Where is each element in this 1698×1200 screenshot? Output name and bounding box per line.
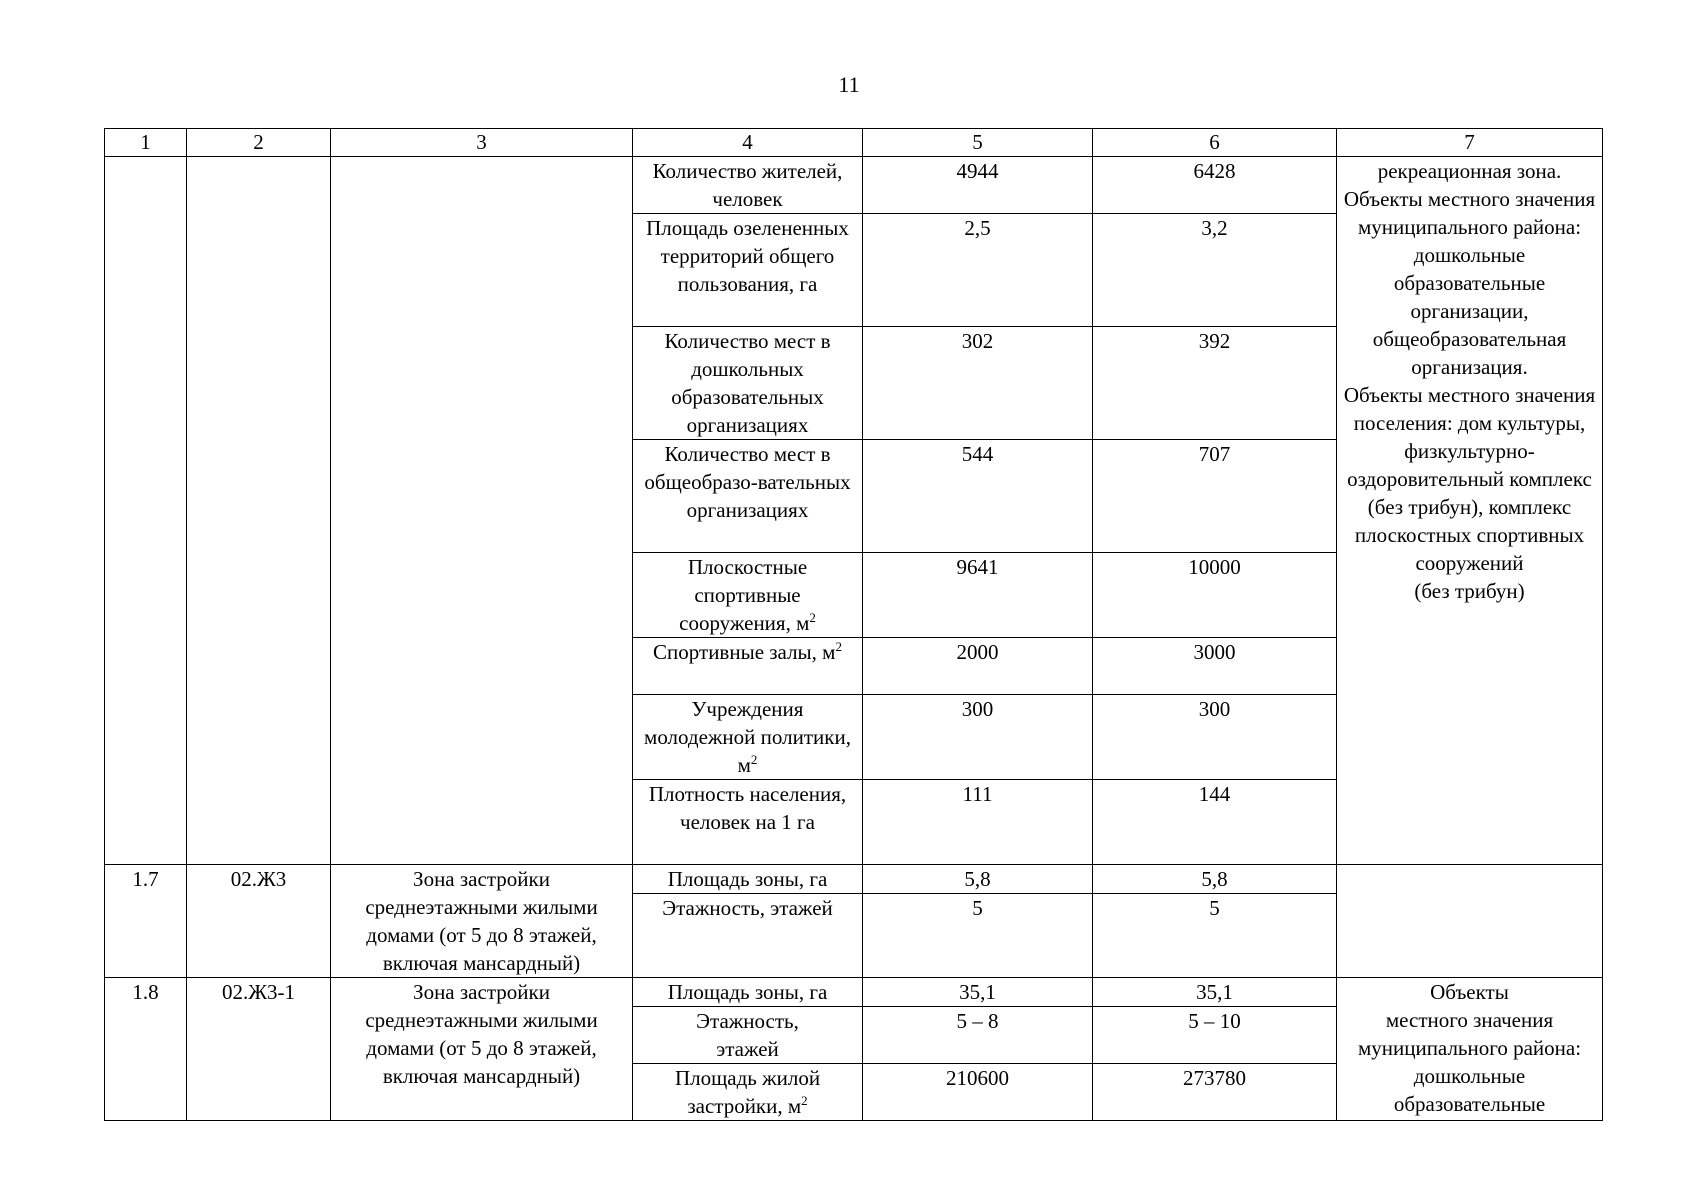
indicator-cell: Плотность населения, человек на 1 га — [633, 780, 863, 865]
value-cell: 302 — [863, 327, 1093, 440]
value-cell: 6428 — [1093, 157, 1337, 214]
indicator-cell: Спортивные залы, $м^2$ — [633, 638, 863, 695]
indicator-cell: Площадь озелененных территорий общего пользования, га — [633, 214, 863, 327]
value-cell: 3,2 — [1093, 214, 1337, 327]
indicator-cell: Площадь зоны, га — [633, 978, 863, 1007]
cell-empty — [187, 157, 331, 865]
value-cell: 273780 — [1093, 1064, 1337, 1121]
value-cell: 111 — [863, 780, 1093, 865]
column-number: 5 — [863, 129, 1093, 157]
value-cell: 5 — [863, 894, 1093, 978]
objects-cell: Объекты местного значения муниципального района: дошкольные образовательные — [1337, 978, 1603, 1121]
value-cell: 5 – 8 — [863, 1007, 1093, 1064]
value-cell: 5 – 10 — [1093, 1007, 1337, 1064]
objects-cell: рекреационная зона. Объекты местного значения муниципального района: дошкольные образовательные организации, общеобразовательная организация. Объекты местного значения поселения: дом культуры, физкультурно-оздоровительный комплекс (без трибун), комплекс плоскостных спортивных сооружений (без трибун) — [1337, 157, 1603, 865]
zoning-table — [104, 128, 1603, 1121]
value-cell: 10000 — [1093, 553, 1337, 638]
zone-number: 1.7 — [105, 865, 187, 978]
indicator-cell: Количество мест в дошкольных образовательных организациях — [633, 327, 863, 440]
table-row-zone-1-7 — [105, 865, 1603, 894]
value-cell: 35,1 — [1093, 978, 1337, 1007]
value-cell: 5,8 — [1093, 865, 1337, 894]
value-cell: 35,1 — [863, 978, 1093, 1007]
zone-code: 02.Ж3-1 — [187, 978, 331, 1121]
value-cell: 544 — [863, 440, 1093, 553]
value-cell: 2000 — [863, 638, 1093, 695]
value-cell: 4944 — [863, 157, 1093, 214]
page-number: 11 — [838, 72, 860, 97]
indicator-cell: Количество мест в общеобразо-вательных организациях — [633, 440, 863, 553]
table-row — [105, 157, 1603, 214]
column-number: 6 — [1093, 129, 1337, 157]
value-cell: 9641 — [863, 553, 1093, 638]
zone-name: Зона застройки среднеэтажными жилыми домами (от 5 до 8 этажей, включая мансардный) — [331, 865, 633, 978]
value-cell: 144 — [1093, 780, 1337, 865]
value-cell: 300 — [1093, 695, 1337, 780]
indicator-cell: Площадь жилой застройки, $м^2$ — [633, 1064, 863, 1121]
value-cell: 300 — [863, 695, 1093, 780]
cell-empty — [105, 157, 187, 865]
zone-code: 02.Ж3 — [187, 865, 331, 978]
column-number: 2 — [187, 129, 331, 157]
indicator-cell: Площадь зоны, га — [633, 865, 863, 894]
zone-number: 1.8 — [105, 978, 187, 1121]
value-cell: 5,8 — [863, 865, 1093, 894]
value-cell: 707 — [1093, 440, 1337, 553]
indicator-cell: Этажность, этажей — [633, 894, 863, 978]
value-cell: 392 — [1093, 327, 1337, 440]
value-cell: 2,5 — [863, 214, 1093, 327]
zone-name: Зона застройки среднеэтажными жилыми домами (от 5 до 8 этажей, включая мансардный) — [331, 978, 633, 1121]
column-number: 7 — [1337, 129, 1603, 157]
objects-cell — [1337, 865, 1603, 978]
table-row-zone-1-8 — [105, 978, 1603, 1007]
value-cell: 210600 — [863, 1064, 1093, 1121]
column-number-row — [105, 129, 1603, 157]
indicator-cell: Плоскостные спортивные сооружения, $м^2$ — [633, 553, 863, 638]
column-number: 3 — [331, 129, 633, 157]
cell-empty — [331, 157, 633, 865]
indicator-cell: Этажность, этажей — [633, 1007, 863, 1064]
value-cell: 3000 — [1093, 638, 1337, 695]
indicator-cell: Количество жителей, человек — [633, 157, 863, 214]
column-number: 4 — [633, 129, 863, 157]
value-cell: 5 — [1093, 894, 1337, 978]
indicator-cell: Учреждения молодежной политики, $м^2$ — [633, 695, 863, 780]
column-number: 1 — [105, 129, 187, 157]
